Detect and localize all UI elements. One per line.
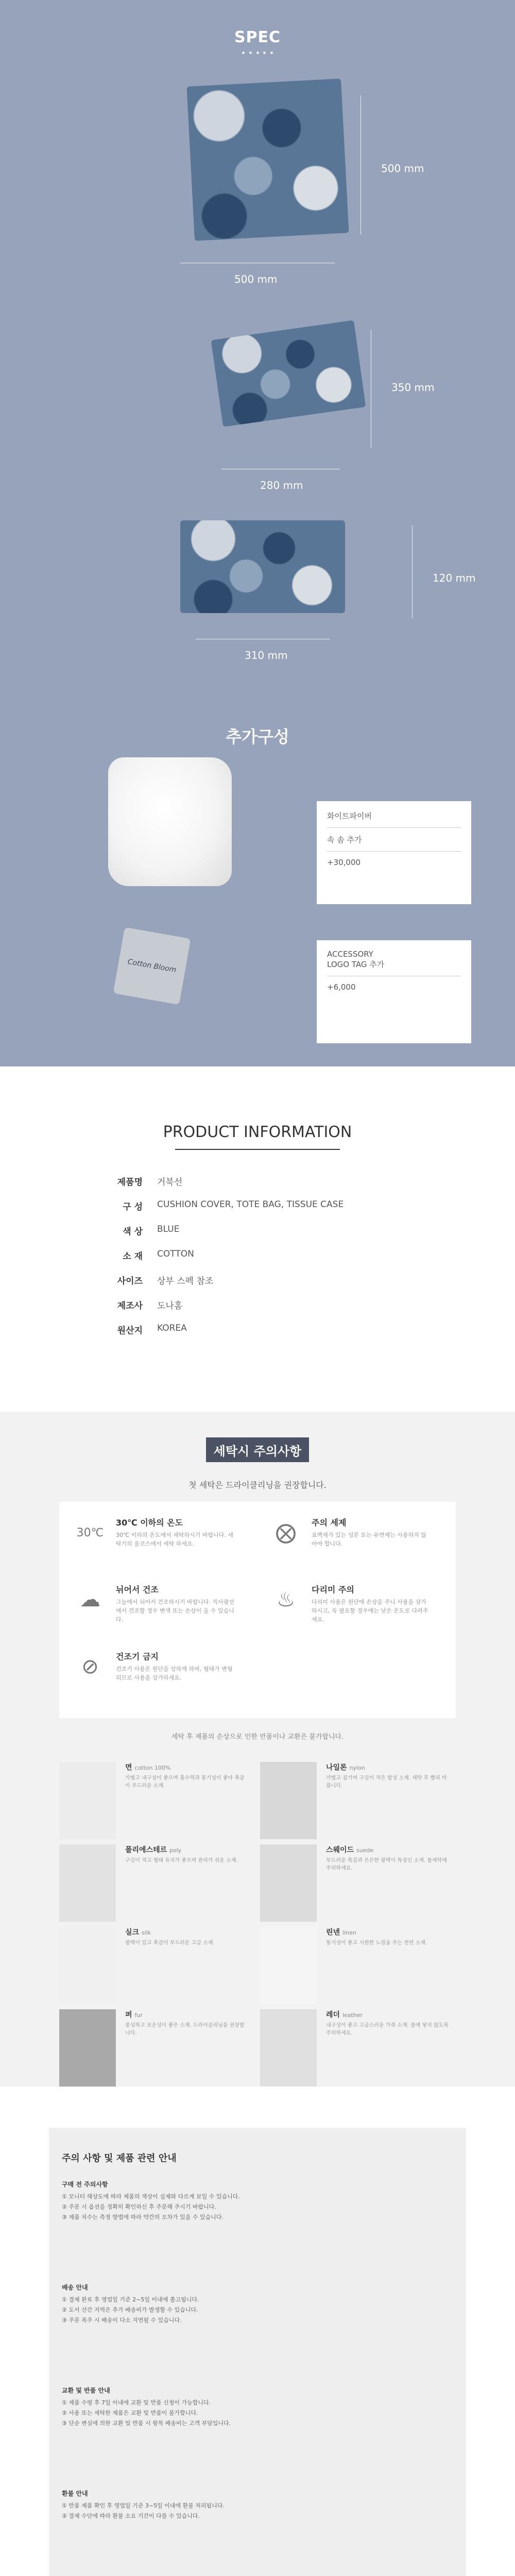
pillow-insert-image	[108, 757, 232, 886]
product-info-section	[0, 1066, 515, 1417]
fabric-swatch	[260, 1762, 317, 1839]
fabric-desc: 광택이 있고 촉감이 부드러운 고급 소재.	[125, 1940, 215, 1946]
option-price: +6,000	[327, 982, 356, 992]
fabric-desc: 부드러운 촉감과 은은한 광택이 특징인 소재. 물세탁에 주의하세요.	[326, 1858, 447, 1871]
fabric-item	[59, 2009, 255, 2087]
tissue-height: 120 mm	[433, 572, 476, 584]
tissue-width: 310 mm	[245, 649, 288, 662]
info-row	[106, 1175, 415, 1188]
fabric-name: 면 cotton 100%	[125, 1764, 171, 1772]
fabric-desc: 내구성이 좋고 고급스러운 가죽 소재. 물에 닿지 않도록 주의하세요.	[326, 2023, 449, 2036]
fabric-swatch	[260, 1927, 317, 2004]
no-dryer-icon: ⊘	[81, 1655, 99, 1679]
tote-bag-image	[211, 320, 366, 427]
info-key: 원산지	[117, 1326, 143, 1336]
cushion-height: 500 mm	[381, 162, 424, 175]
info-key: 색 상	[123, 1227, 143, 1237]
iron-icon: ♨	[277, 1588, 295, 1612]
fabric-name: 스웨이드 suede	[326, 1846, 374, 1854]
notice-line: ③ 주문 폭주 시 배송이 다소 지연될 수 있습니다.	[62, 2317, 182, 2324]
care-item	[70, 1512, 265, 1574]
fabric-desc: 가볍고 내구성이 좋으며 흡수력과 통기성이 좋아 촉감이 부드러운 소재.	[125, 1775, 245, 1789]
care-item-title: 주의 세제	[312, 1518, 347, 1528]
care-item-desc: 다리미 사용은 원단에 손상을 주니 사용을 삼가하시고, 꼭 필요할 경우에는 낮은 온도로 다려주세요.	[312, 1599, 428, 1623]
fabric-item	[260, 2009, 456, 2087]
info-row	[106, 1249, 415, 1262]
tote-width: 280 mm	[260, 479, 303, 492]
care-item	[70, 1646, 265, 1708]
cushion-cover-image	[186, 78, 349, 241]
notice-line: ③ 단순 변심에 의한 교환 및 반품 시 왕복 배송비는 고객 부담입니다.	[62, 2420, 231, 2427]
care-item-title: 30℃ 이하의 온도	[116, 1518, 183, 1528]
info-value: 상부 스펙 참조	[157, 1276, 214, 1286]
notice-line: ③ 제품 치수는 측정 방법에 따라 약간의 오차가 있을 수 있습니다.	[62, 2214, 224, 2221]
fabric-item	[59, 1844, 255, 1922]
fabric-name: 실크 silk	[125, 1928, 151, 1937]
info-row	[106, 1274, 415, 1286]
fabric-item	[260, 1844, 456, 1922]
no-bleach-icon: ⨂	[276, 1521, 296, 1545]
fabric-swatch	[59, 1844, 116, 1922]
info-divider	[175, 1149, 340, 1150]
care-item	[265, 1512, 461, 1574]
care-item-desc: 건조기 사용은 원단을 상하게 하며, 형태가 변형되므로 사용을 삼가하세요.	[116, 1666, 233, 1681]
notice-section-block: 환불 안내 ① 반품 제품 확인 후 영업일 기준 3~5일 이내에 환불 처리됩니다. ② 결제 수단에 따라 환불 소요 기간이 다를 수 있습니다.	[62, 2488, 453, 2521]
notice-line: ① 제품 수령 후 7일 이내에 교환 및 반품 신청이 가능합니다.	[62, 2399, 211, 2406]
fabric-desc: 구김이 적고 형태 유지가 좋으며 관리가 쉬운 소재.	[125, 1858, 238, 1863]
fabric-name: 퍼 fur	[125, 2011, 143, 2019]
fabric-swatch	[260, 2009, 317, 2087]
fabric-swatch	[59, 2009, 116, 2087]
fabric-name: 린넨 linen	[326, 1928, 356, 1937]
option-box-tag[interactable]	[317, 940, 471, 1043]
info-value: KOREA	[157, 1323, 187, 1333]
info-key: 사이즈	[117, 1276, 143, 1286]
care-panel	[59, 1502, 456, 1718]
height-line	[360, 95, 361, 234]
logo-tag-text: Cotton Bloom	[127, 957, 177, 975]
notice-section-block: 구매 전 주의사항 ① 모니터 해상도에 따라 제품의 색상이 실제와 다르게 보일 수 있습니다. ② 주문 시 옵션을 정확히 확인하신 후 주문해 주시기 바랍니다. ③ 제품 치수는 측정 방법에 따라 약간의 오차가 있을 수 있습니다.	[62, 2179, 453, 2223]
info-row	[106, 1298, 415, 1311]
fabric-desc: 통기성이 좋고 시원한 느낌을 주는 천연 소재.	[326, 1940, 427, 1946]
fabric-name: 폴리에스테르 poly	[125, 1846, 182, 1854]
height-line	[412, 526, 413, 618]
info-value: 도나홈	[157, 1301, 183, 1311]
info-key: 제조사	[117, 1301, 143, 1311]
extra-title: 추가구성	[226, 727, 289, 747]
notice-line: ① 모니터 해상도에 따라 제품의 색상이 실제와 다르게 보일 수 있습니다.	[62, 2193, 240, 2200]
care-subtitle: 첫 세탁은 드라이클리닝을 권장합니다.	[188, 1480, 327, 1490]
option-box-fiber[interactable]	[317, 801, 471, 904]
fabric-item	[59, 1762, 255, 1839]
fabric-name: 나일론 nylon	[326, 1764, 365, 1772]
info-title: PRODUCT INFORMATION	[163, 1123, 352, 1141]
care-item-title: 다리미 주의	[312, 1585, 354, 1595]
notice-line: ② 주문 시 옵션을 정확히 확인하신 후 주문해 주시기 바랍니다.	[62, 2204, 216, 2210]
notice-line: ① 결제 완료 후 영업일 기준 2~5일 이내에 출고됩니다.	[62, 2296, 199, 2303]
fabric-name: 레더 leather	[326, 2011, 363, 2019]
fabric-swatch	[260, 1844, 317, 1922]
flat-dry-icon: ☁	[80, 1588, 100, 1612]
care-title: 세탁시 주의사항	[206, 1437, 309, 1462]
fabric-item	[59, 1927, 255, 2004]
info-key: 소 재	[123, 1251, 143, 1262]
fabric-desc: 풍성하고 보온성이 좋은 소재. 드라이클리닝을 권장합니다.	[125, 2023, 245, 2036]
spec-title: SPEC	[234, 28, 281, 46]
notice-line: ② 도서 산간 지역은 추가 배송비가 발생할 수 있습니다.	[62, 2307, 198, 2313]
notice-line: ① 반품 제품 확인 후 영업일 기준 3~5일 이내에 환불 처리됩니다.	[62, 2502, 225, 2509]
spec-section	[0, 0, 515, 1066]
option-price: +30,000	[327, 858, 361, 867]
notice-line: ② 사용 또는 세탁한 제품은 교환 및 반품이 불가합니다.	[62, 2410, 198, 2416]
care-item-desc: 30℃ 이하의 온도에서 세탁하시기 바랍니다. 세탁기의 울코스에서 세탁 하세요.	[116, 1532, 233, 1547]
option-line: 화이트파이버	[327, 811, 372, 821]
title-dots	[242, 52, 273, 55]
info-value: 거북선	[157, 1177, 183, 1188]
tissue-case-image	[180, 520, 345, 613]
fabric-swatch	[59, 1927, 116, 2004]
notice-section-block: 배송 안내 ① 결제 완료 후 영업일 기준 2~5일 이내에 출고됩니다. ② 도서 산간 지역은 추가 배송비가 발생할 수 있습니다. ③ 주문 폭주 시 배송이 다소 지연될 수 있습니다.	[62, 2282, 453, 2326]
care-footnote: 세탁 후 제품의 손상으로 인한 반품이나 교환은 불가합니다.	[171, 1733, 344, 1741]
option-line: LOGO TAG 추가	[327, 960, 385, 969]
tote-height: 350 mm	[391, 381, 435, 394]
fabric-item	[260, 1762, 456, 1839]
info-value: CUSHION COVER, TOTE BAG, TISSUE CASE	[157, 1199, 344, 1210]
notice-line: ② 결제 수단에 따라 환불 소요 기간이 다를 수 있습니다.	[62, 2513, 200, 2519]
care-item-title: 뉘어서 건조	[116, 1585, 159, 1595]
cushion-width: 500 mm	[234, 273, 278, 285]
care-item	[265, 1579, 461, 1641]
info-key: 제품명	[117, 1177, 143, 1188]
option-line: ACCESSORY	[327, 950, 373, 959]
care-item-desc: 그늘에서 뉘어서 건조하시기 바랍니다. 직사광선에서 건조할 경우 변색 또는 손상이 올 수 있습니다.	[116, 1599, 235, 1623]
info-row	[106, 1224, 415, 1237]
info-value: BLUE	[157, 1224, 180, 1234]
fabric-desc: 가볍고 질기며 구김이 적은 합성 소재. 세탁 후 빨리 마릅니다.	[326, 1775, 447, 1789]
temperature-icon: 30℃	[76, 1526, 104, 1539]
info-row	[106, 1199, 415, 1212]
notice-section-block: 교환 및 반품 안내 ① 제품 수령 후 7일 이내에 교환 및 반품 신청이 가능합니다. ② 사용 또는 세탁한 제품은 교환 및 반품이 불가합니다. ③ 단순 변심에 의한 교환 및 반품 시 왕복 배송비는 고객 부담입니다.	[62, 2385, 453, 2429]
care-item-desc: 표백제가 있는 성분 또는 유연제는 사용하지 않아야 합니다.	[312, 1532, 426, 1547]
info-key: 구 성	[123, 1202, 143, 1212]
logo-tag-image	[113, 927, 191, 1005]
option-line: 속 솜 추가	[327, 835, 362, 844]
care-item	[70, 1579, 265, 1641]
fabric-item	[260, 1927, 456, 2004]
care-item-title: 건조기 금지	[116, 1652, 159, 1662]
info-row	[106, 1323, 415, 1336]
info-value: COTTON	[157, 1249, 194, 1259]
notice-title: 주의 사항 및 제품 관련 안내	[62, 2153, 177, 2164]
fabric-swatch	[59, 1762, 116, 1839]
